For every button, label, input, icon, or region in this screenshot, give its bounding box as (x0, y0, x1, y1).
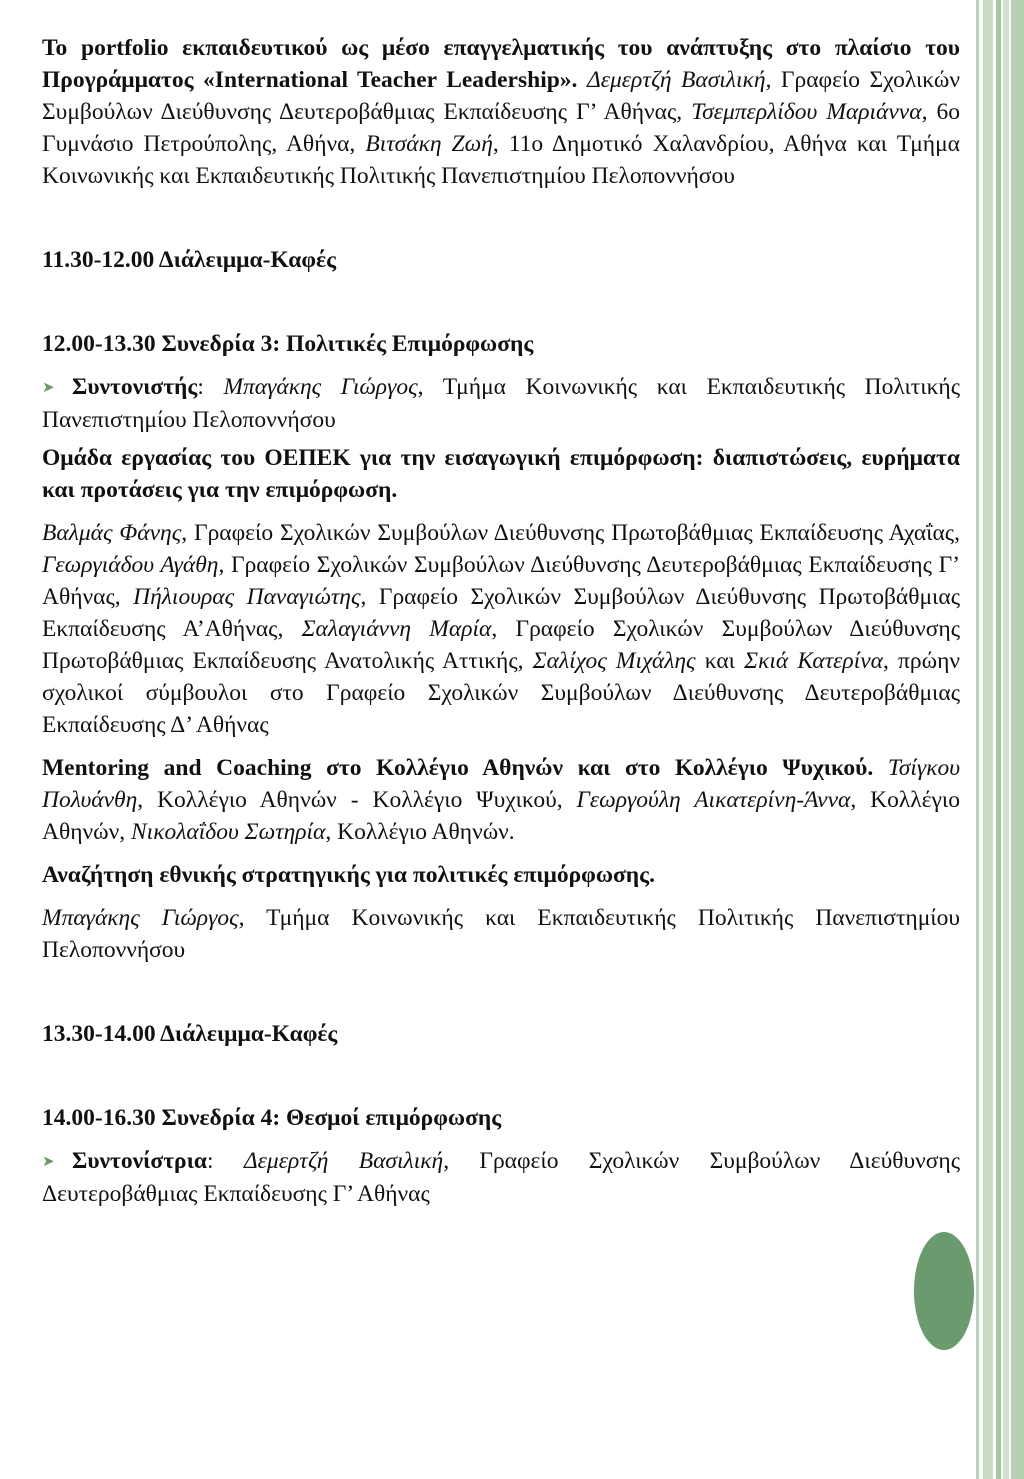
affiliation: , πρώην σχολικοί σύμβουλοι στο Γραφείο Σχολικών Συμβούλων Διεύθυνσης Δευτεροβάθμιας Εκπαίδευσης Δ’ Αθήνας (42, 648, 960, 738)
talk-authors-oepek (42, 517, 960, 741)
session-3-heading: 12.00-13.30 Συνεδρία 3: Πολιτικές Επιμόρφωσης (42, 331, 534, 357)
page-border-stripes (976, 0, 1024, 1479)
talk-title-strategy: Αναζήτηση εθνικής στρατηγικής για πολιτικές επιμόρφωσης. (42, 862, 655, 888)
author-name: Τσίγκου Πολυάνθη (42, 755, 961, 813)
author-name: Γεωργούλη Αικατερίνη-Άννα (576, 787, 851, 813)
chair-separator: : (197, 374, 224, 400)
chair-affiliation: , Τμήμα Κοινωνικής και Εκπαιδευτικής Πολιτικής Πανεπιστημίου Πελοποννήσου (42, 374, 961, 433)
author-name: Βαλμάς Φάνης (42, 520, 182, 546)
author-name: Δεμερτζή Βασιλική, (586, 67, 772, 93)
chair-affiliation: , Γραφείο Σχολικών Συμβούλων Διεύθυνσης Δευτεροβάθμιας Εκπαίδευσης Γ’ Αθήνας (42, 1148, 961, 1207)
session-4-heading: 14.00-16.30 Συνεδρία 4: Θεσμοί επιμόρφωσης (42, 1105, 502, 1131)
author-name: Γεωργιάδου Αγάθη (42, 552, 219, 578)
author-name: Σαλαγιάννη Μαρία (301, 616, 492, 642)
affiliation: , Γραφείο Σχολικών Συμβούλων Διεύθυνσης Πρωτοβάθμιας Εκπαίδευσης Ανατολικής Αττικής, (42, 616, 961, 674)
break-coffee-1: 11.30-12.00 Διάλειμμα-Καφές (42, 247, 337, 273)
chair-separator: : (207, 1148, 244, 1174)
author-name: Νικολαΐδου Σωτηρία (131, 819, 326, 845)
affiliation: , Τμήμα Κοινωνικής και Εκπαιδευτικής Πολιτικής Πανεπιστημίου Πελοποννήσου (42, 905, 961, 963)
author-name: Σαλίχος Μιχάλης (532, 648, 696, 674)
affiliation: , 6ο Γυμνάσιο Πετρούπολης, Αθήνα, (42, 99, 961, 157)
border-stripe (1011, 0, 1024, 1479)
affiliation: , Κολλέγιο Αθηνών - Κολλέγιο Ψυχικού, (137, 787, 577, 813)
author-name: Βιτσάκη Ζωή (365, 131, 493, 157)
chair-label: Συντονίστρια (72, 1148, 208, 1174)
talk-title: Mentoring and Coaching στο Κολλέγιο Αθηνών και στο Κολλέγιο Ψυχικού. (42, 755, 874, 781)
arrow-bullet-icon: ➤ (42, 1154, 55, 1170)
connector: και (695, 648, 745, 674)
break-coffee-2: 13.30-14.00 Διάλειμμα-Καφές (42, 1021, 338, 1047)
border-stripe (983, 0, 993, 1479)
affiliation: , Γραφείο Σχολικών Συμβούλων Διεύθυνσης Δευτεροβάθμιας Εκπαίδευσης Γ’ Αθήνας, (42, 552, 960, 610)
author-name: Τσεμπερλίδου Μαριάννα (691, 99, 922, 125)
chair-name: Δεμερτζή Βασιλική (243, 1148, 444, 1174)
affiliation: , 11ο Δημοτικό Χαλανδρίου, Αθήνα και Τμήμα Κοινωνικής και Εκπαιδευτικής Πολιτικής Πανεπιστημίου Πελοποννήσου (42, 131, 960, 189)
author-name: Σκιά Κατερίνα (744, 648, 883, 674)
author-name: Μπαγάκης Γιώργος (42, 905, 239, 931)
affiliation: Γραφείο Σχολικών Συμβούλων Διεύθυνσης Δευτεροβάθμιας Εκπαίδευσης Γ’ Αθήνας, (42, 67, 961, 125)
chair-name: Μπαγάκης Γιώργος (223, 374, 418, 400)
talk-title: Το portfolio εκπαιδευτικού ως μέσο επαγγελματικής του ανάπτυξης στο πλαίσιο του Προγράμματος «International Teacher Leadership». (42, 35, 960, 93)
author-name: Πήλιουρας Παναγιώτης (133, 584, 361, 610)
talk-title-oepek: Ομάδα εργασίας του ΟΕΠΕΚ για την εισαγωγική επιμόρφωση: διαπιστώσεις, ευρήματα και προτάσεις για την επιμόρφωση. (42, 445, 960, 503)
session-4-chair (42, 1145, 960, 1210)
talk-portfolio (42, 32, 960, 192)
affiliation: , Γραφείο Σχολικών Συμβούλων Διεύθυνσης Πρωτοβάθμιας Εκπαίδευσης Α’Αθήνας, (42, 584, 961, 642)
talk-mentoring (42, 752, 960, 848)
chair-label: Συντονιστής (72, 374, 198, 400)
program-content (42, 32, 960, 1210)
affiliation: , Κολλέγιο Αθηνών. (325, 819, 515, 845)
affiliation: , Γραφείο Σχολικών Συμβούλων Διεύθυνσης Πρωτοβάθμιας Εκπαίδευσης Αχαΐας, (181, 520, 960, 546)
talk-authors-strategy (42, 902, 960, 966)
affiliation: , Κολλέγιο Αθηνών, (42, 787, 960, 845)
session-3-chair (42, 371, 960, 436)
arrow-bullet-icon: ➤ (42, 380, 55, 396)
decorative-oval (914, 1232, 974, 1350)
